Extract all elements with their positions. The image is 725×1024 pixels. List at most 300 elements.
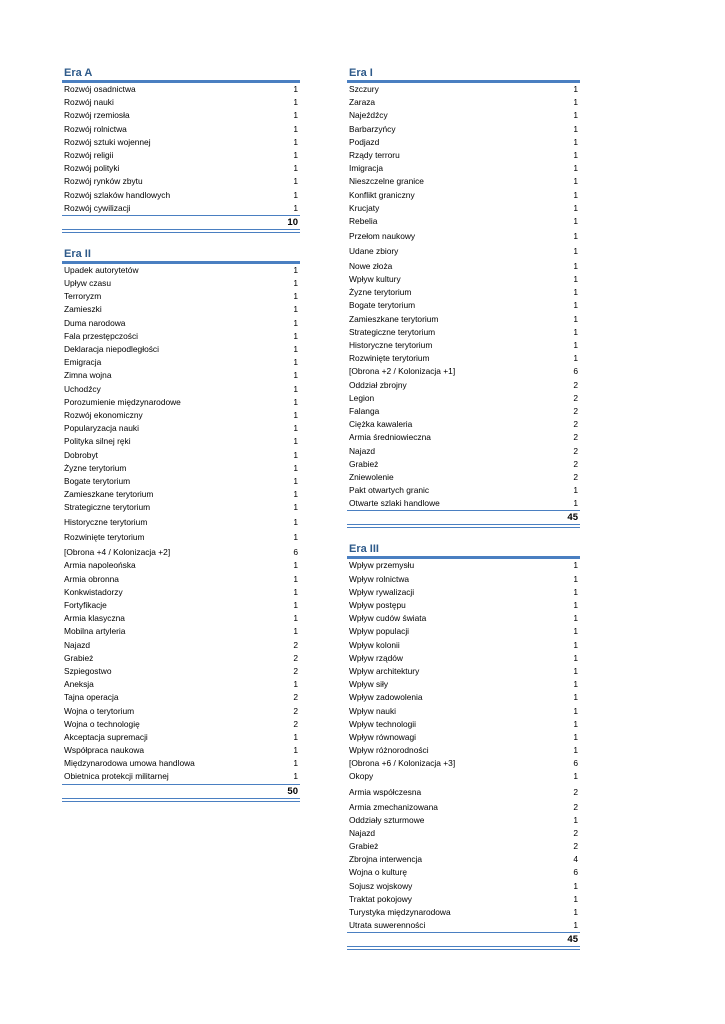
item-count: 1 (573, 176, 578, 187)
item-count: 1 (293, 317, 298, 328)
table-row (62, 149, 300, 162)
item-count: 1 (293, 475, 298, 486)
item-count: 1 (293, 149, 298, 160)
item-count: 1 (293, 731, 298, 742)
table-row (347, 215, 580, 228)
table-row (347, 880, 580, 893)
item-name: Historyczne terytorium (349, 340, 433, 350)
table-row (347, 678, 580, 691)
item-name: Udane zbiory (349, 246, 399, 257)
item-name: Wpływ rywalizacji (349, 586, 415, 597)
table-row (347, 471, 580, 484)
item-name: Turystyka międzynarodowa (349, 906, 451, 917)
item-name: Uchodźcy (64, 383, 101, 394)
item-name: Upadek autorytetów (64, 264, 139, 275)
table-row (62, 175, 300, 188)
item-count: 1 (573, 274, 578, 285)
item-count: 1 (293, 758, 298, 769)
item-name: [Obrona +2 / Kolonizacja +1] (349, 366, 456, 377)
item-count: 1 (573, 731, 578, 742)
item-count: 1 (293, 586, 298, 597)
item-count: 1 (293, 189, 298, 200)
item-name: Barbarzyńcy (349, 123, 396, 134)
table-row (62, 277, 300, 290)
table-row (62, 96, 300, 109)
table-row (347, 313, 580, 326)
total-value: 45 (567, 934, 578, 946)
table-row (62, 599, 300, 612)
table-row (347, 484, 580, 497)
item-name: Fortyfikacje (64, 600, 107, 610)
table-row (347, 893, 580, 906)
table-row (347, 149, 580, 162)
table-row (62, 544, 300, 559)
table-row (62, 162, 300, 175)
era-title: Era II (62, 247, 300, 264)
item-name: Obietnica protekcji militarnej (64, 771, 169, 782)
table-row (347, 665, 580, 678)
double-underline (62, 229, 300, 233)
item-count: 1 (573, 679, 578, 690)
item-name: Wojna o terytorium (64, 705, 135, 716)
table-row (347, 705, 580, 718)
item-name: Krucjaty (349, 202, 380, 213)
table-row (347, 586, 580, 599)
item-name: Rozwinięte terytorium (349, 353, 430, 364)
table-row (347, 784, 580, 799)
item-count: 2 (293, 639, 298, 650)
right-column (347, 66, 580, 964)
item-name: Grabież (64, 652, 94, 663)
item-count: 1 (573, 97, 578, 108)
item-name: Szpiegostwo (64, 665, 112, 676)
table-row (62, 770, 300, 783)
table-row (62, 639, 300, 652)
item-name: Rozwój sztuki wojennej (64, 136, 151, 147)
table-row (347, 123, 580, 136)
table-row (62, 356, 300, 369)
item-count: 1 (293, 517, 298, 528)
item-name: Rebelia (349, 215, 378, 226)
table-row (62, 343, 300, 356)
item-name: Armia obronna (64, 573, 119, 584)
item-count: 1 (573, 246, 578, 257)
item-name: Wojna o technologię (64, 718, 140, 729)
table-row (347, 189, 580, 202)
item-name: Ciężka kawaleria (349, 419, 413, 430)
table-row (62, 586, 300, 599)
item-count: 4 (573, 854, 578, 865)
item-count: 1 (293, 489, 298, 500)
item-name: Dobrobyt (64, 449, 98, 460)
item-count: 1 (293, 84, 298, 94)
item-name: Wpływ architektury (349, 665, 420, 676)
item-count: 2 (293, 652, 298, 663)
item-name: Wpływ postępu (349, 600, 406, 610)
table-row (62, 718, 300, 731)
table-row (62, 625, 300, 638)
item-count: 1 (573, 163, 578, 174)
item-count: 1 (573, 136, 578, 147)
item-count: 1 (573, 665, 578, 676)
item-name: Oddział zbrojny (349, 379, 407, 390)
item-name: Najazd (349, 827, 376, 838)
table-row (347, 162, 580, 175)
item-name: Rozwój szlaków handlowych (64, 189, 171, 200)
table-row (62, 665, 300, 678)
item-count: 1 (573, 586, 578, 597)
table-row (347, 445, 580, 458)
item-name: Wpływ równowagi (349, 731, 417, 742)
item-name: Rozwój osadnictwa (64, 84, 136, 94)
table-row (347, 136, 580, 149)
item-name: Podjazd (349, 136, 380, 147)
item-count: 1 (573, 745, 578, 756)
double-underline (347, 946, 580, 950)
item-name: Wpływ kultury (349, 274, 401, 285)
item-count: 1 (293, 97, 298, 108)
item-count: 6 (573, 867, 578, 878)
item-count: 1 (293, 745, 298, 756)
table-row (347, 109, 580, 122)
item-name: Emigracja (64, 357, 102, 368)
item-count: 1 (573, 84, 578, 94)
item-count: 1 (573, 340, 578, 350)
item-count: 6 (573, 758, 578, 769)
item-count: 1 (293, 291, 298, 302)
item-name: Armia średniowieczna (349, 432, 431, 443)
item-count: 1 (293, 202, 298, 213)
table-row (347, 718, 580, 731)
item-count: 2 (573, 392, 578, 403)
item-count: 2 (573, 786, 578, 797)
item-count: 1 (293, 396, 298, 407)
era-title: Era A (62, 66, 300, 83)
era-ii-table (62, 247, 300, 802)
table-row (62, 136, 300, 149)
table-row (347, 326, 580, 339)
table-row (347, 392, 580, 405)
item-name: Armia współczesna (349, 786, 422, 797)
item-count: 1 (573, 626, 578, 637)
item-count: 2 (573, 471, 578, 482)
item-name: Zamieszkane terytorium (349, 313, 439, 324)
item-name: Rozwój religii (64, 149, 114, 160)
item-count: 1 (293, 573, 298, 584)
item-name: Otwarte szlaki handlowe (349, 498, 440, 509)
table-row (62, 202, 300, 215)
item-count: 1 (573, 705, 578, 716)
item-count: 1 (573, 261, 578, 272)
item-count: 2 (293, 718, 298, 729)
table-row (347, 352, 580, 365)
era-iii-table (347, 542, 580, 950)
item-count: 1 (293, 110, 298, 121)
item-name: Bogate terytorium (64, 475, 131, 486)
item-count: 2 (573, 841, 578, 851)
item-count: 1 (573, 814, 578, 825)
table-row (347, 639, 580, 652)
table-row (347, 559, 580, 572)
item-name: Zniewolenie (349, 471, 394, 482)
item-name: Oddziały szturmowe (349, 814, 425, 825)
table-row (62, 514, 300, 529)
item-name: Rozwinięte terytorium (64, 532, 145, 543)
item-name: Sojusz wojskowy (349, 880, 413, 891)
item-name: Rozwój rolnictwa (64, 123, 127, 134)
item-name: Mobilna artyleria (64, 626, 126, 637)
item-name: Zamieszkane terytorium (64, 489, 154, 500)
item-name: Wpływ populacji (349, 626, 410, 637)
table-row (62, 462, 300, 475)
item-count: 1 (573, 893, 578, 904)
item-count: 2 (573, 379, 578, 390)
item-count: 2 (573, 405, 578, 416)
table-row (347, 96, 580, 109)
table-row (347, 906, 580, 919)
table-row (347, 853, 580, 866)
table-row (347, 431, 580, 444)
item-count: 1 (293, 409, 298, 420)
table-row (347, 840, 580, 853)
item-count: 1 (573, 353, 578, 364)
item-name: Terroryzm (64, 291, 102, 302)
item-count: 2 (573, 432, 578, 443)
item-count: 1 (293, 370, 298, 381)
item-count: 1 (573, 652, 578, 663)
table-row (347, 379, 580, 392)
item-name: Rozwój rynków zbytu (64, 176, 143, 187)
table-row (347, 83, 580, 96)
item-count: 1 (573, 300, 578, 311)
table-row (347, 770, 580, 783)
table-row (62, 83, 300, 96)
table-row (347, 814, 580, 827)
item-name: Bogate terytorium (349, 300, 416, 311)
table-row (347, 365, 580, 378)
item-name: Wpływ siły (349, 679, 389, 690)
item-count: 6 (573, 366, 578, 377)
item-name: Porozumienie międzynarodowe (64, 396, 181, 407)
item-count: 1 (573, 313, 578, 324)
item-count: 2 (573, 445, 578, 456)
item-count: 2 (293, 705, 298, 716)
table-row (347, 625, 580, 638)
item-name: Utrata suwerenności (349, 920, 426, 931)
table-row (62, 264, 300, 277)
table-row (62, 757, 300, 770)
table-row (347, 299, 580, 312)
table-row (62, 369, 300, 382)
table-row (62, 396, 300, 409)
item-name: Współpraca naukowa (64, 745, 145, 756)
table-row (62, 488, 300, 501)
item-name: Zaraza (349, 97, 376, 108)
item-count: 1 (573, 692, 578, 703)
item-count: 1 (293, 176, 298, 187)
table-row (347, 799, 580, 814)
item-count: 1 (573, 771, 578, 782)
table-row (347, 866, 580, 879)
table-row (62, 317, 300, 330)
table-row (62, 501, 300, 514)
item-count: 1 (573, 573, 578, 584)
item-name: Wpływ przemysłu (349, 560, 415, 571)
item-count: 1 (293, 330, 298, 341)
item-count: 1 (573, 560, 578, 571)
item-count: 1 (293, 423, 298, 434)
era-title: Era I (347, 66, 580, 83)
table-row (62, 744, 300, 757)
table-row (62, 678, 300, 691)
table-row (62, 559, 300, 572)
table-row (62, 691, 300, 704)
item-count: 1 (293, 560, 298, 571)
item-count: 1 (573, 906, 578, 917)
item-name: Polityka silnej ręki (64, 436, 131, 447)
double-underline (347, 524, 580, 528)
era-i-table (347, 66, 580, 528)
table-row (62, 435, 300, 448)
item-count: 1 (293, 264, 298, 275)
item-count: 2 (293, 665, 298, 676)
item-name: Nowe złoża (349, 261, 393, 272)
item-count: 1 (573, 231, 578, 242)
item-name: Wpływ różnorodności (349, 745, 429, 756)
item-name: Najazd (64, 639, 91, 650)
item-name: Wojna o kulturę (349, 867, 408, 878)
table-row (347, 202, 580, 215)
table-row (347, 919, 580, 932)
item-count: 1 (573, 189, 578, 200)
item-name: Fala przestępczości (64, 330, 139, 341)
item-count: 1 (573, 485, 578, 496)
item-name: Międzynarodowa umowa handlowa (64, 758, 195, 769)
table-row (347, 612, 580, 625)
item-name: Traktat pokojowy (349, 893, 412, 904)
item-name: Rozwój nauki (64, 97, 114, 108)
item-count: 1 (573, 149, 578, 160)
item-name: Rozwój cywilizacji (64, 202, 131, 213)
item-name: Deklaracja niepodległości (64, 344, 159, 354)
item-name: Strategiczne terytorium (349, 326, 436, 337)
item-name: Wpływ zadowolenia (349, 692, 423, 703)
item-count: 6 (293, 547, 298, 558)
item-count: 2 (293, 692, 298, 703)
item-name: Grabież (349, 458, 379, 469)
item-count: 1 (573, 110, 578, 121)
table-row (347, 497, 580, 510)
table-row (62, 189, 300, 202)
item-count: 2 (573, 801, 578, 812)
item-name: Rządy terroru (349, 149, 400, 160)
item-count: 1 (293, 278, 298, 289)
left-column (62, 66, 300, 816)
item-count: 1 (573, 287, 578, 298)
item-name: Zamieszki (64, 304, 102, 315)
item-name: Najeźdźcy (349, 110, 388, 121)
item-count: 2 (573, 827, 578, 838)
item-name: Tajna operacja (64, 692, 119, 703)
table-row (347, 731, 580, 744)
table-row (347, 757, 580, 770)
item-count: 1 (573, 718, 578, 729)
item-name: Konkwistadorzy (64, 586, 123, 597)
table-row (62, 109, 300, 122)
item-count: 1 (293, 613, 298, 624)
table-row (62, 409, 300, 422)
table-row (347, 827, 580, 840)
table-row (62, 529, 300, 544)
era-title: Era III (347, 542, 580, 559)
item-count: 1 (293, 626, 298, 637)
table-row (62, 290, 300, 303)
item-count: 1 (293, 771, 298, 782)
item-name: Imigracja (349, 163, 383, 174)
table-row (347, 405, 580, 418)
item-count: 1 (293, 502, 298, 513)
item-name: [Obrona +4 / Kolonizacja +2] (64, 547, 171, 558)
total-value: 45 (567, 512, 578, 524)
item-name: Wpływ nauki (349, 705, 397, 716)
item-count: 1 (293, 344, 298, 354)
table-row (62, 573, 300, 586)
table-row (62, 330, 300, 343)
table-row (347, 691, 580, 704)
table-row (347, 228, 580, 243)
table-row (347, 339, 580, 352)
item-count: 2 (573, 458, 578, 469)
table-row (347, 652, 580, 665)
table-row (62, 449, 300, 462)
item-name: Okopy (349, 771, 374, 782)
item-count: 1 (293, 462, 298, 473)
item-name: Wpływ technologii (349, 718, 417, 729)
item-count: 1 (293, 357, 298, 368)
item-count: 1 (293, 679, 298, 690)
item-count: 1 (293, 449, 298, 460)
item-name: Szczury (349, 84, 379, 94)
item-count: 1 (293, 532, 298, 543)
total-row (62, 215, 300, 229)
item-name: Upływ czasu (64, 278, 112, 289)
item-name: Duma narodowa (64, 317, 126, 328)
item-name: Żyzne terytorium (64, 462, 127, 473)
item-count: 2 (573, 419, 578, 430)
item-name: Historyczne terytorium (64, 517, 148, 528)
table-row (62, 475, 300, 488)
item-name: [Obrona +6 / Kolonizacja +3] (349, 758, 456, 769)
item-name: Legion (349, 392, 375, 403)
item-count: 1 (293, 304, 298, 315)
total-row (347, 510, 580, 524)
item-name: Rozwój ekonomiczny (64, 409, 143, 420)
item-count: 1 (573, 326, 578, 337)
table-row (347, 573, 580, 586)
table-row (347, 175, 580, 188)
item-name: Pakt otwartych granic (349, 485, 430, 496)
item-name: Wpływ kolonii (349, 639, 400, 650)
item-count: 1 (573, 600, 578, 610)
double-underline (62, 798, 300, 802)
table-row (62, 612, 300, 625)
item-count: 1 (293, 123, 298, 134)
item-count: 1 (293, 436, 298, 447)
item-name: Żyzne terytorium (349, 287, 412, 298)
item-count: 1 (573, 880, 578, 891)
item-name: Falanga (349, 405, 380, 416)
item-count: 1 (573, 498, 578, 509)
